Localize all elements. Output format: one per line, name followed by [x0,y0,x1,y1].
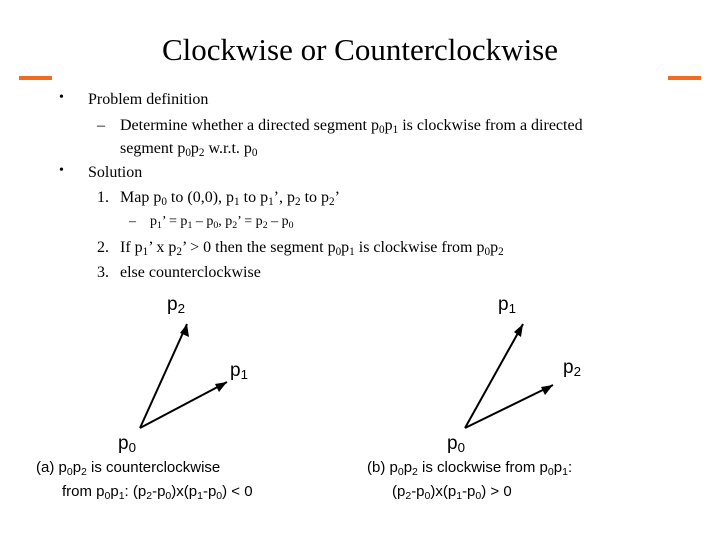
arrowhead-p1-b [514,324,523,337]
step-3-text: else counterclockwise [120,264,261,281]
diagram-a-caption-line-1: (a) $p_0p_2$ is counterclockwise [36,459,221,478]
diagram-b-caption-line-1: (b) $p_0p_2$ is clockwise from $p_0p_1$: [367,459,573,478]
slide-title: Clockwise or Counterclockwise [161,32,559,67]
diagram-a-label-p2: $p_2$ [167,294,185,316]
step-1-detail: $p_1$’ = $p_1 - p_0$, $p_2$’ = $p_2 - p_0$ [150,214,294,231]
vector-p0-p2-a [140,324,187,428]
diagram-b-label-p0: $p_0$ [447,433,465,455]
diagram-a-label-p0: $p_0$ [118,433,136,455]
diagram-b-vectors [465,324,553,428]
step-1-text: Map $p_0$ to (0,0), $p_1$ to $p_1$’, $p_2$ to $p_2$’ [120,189,340,208]
vector-p0-p1-a [140,382,227,428]
solution-heading: Solution [88,164,143,181]
problem-line-2: segment $p_0p_2$ w.r.t. $p_0$ [120,140,258,159]
step-1-number: 1. [97,189,109,206]
bullet-glyph: • [59,163,64,178]
diagram-b-label-p1: $p_1$ [498,294,516,316]
diagram-a-label-p1: $p_1$ [230,360,248,382]
dash-glyph: – [129,214,136,229]
diagram-a-caption-line-2: from $p_0p_1$: $(p_2-p_0)x(p_1-p_0) < 0$ [62,483,253,502]
problem-line-1: Determine whether a directed segment $p_0p_1$ is clockwise from a directed [120,117,583,136]
step-2-text: If $p_1$’ x $p_2$’ > 0 then the segment $p_0p_1$ is clockwise from $p_0p_2$ [120,239,504,258]
vector-p0-p2-b [465,385,553,428]
diagram-b-caption-line-2: $(p_2-p_0)x(p_1-p_0) > 0$ [392,483,512,502]
bullet-glyph: • [59,90,64,105]
dash-glyph: – [97,117,105,134]
diagram-b-label-p2: $p_2$ [563,357,581,379]
vector-p0-p1-b [465,324,523,428]
diagram-a-vectors [140,324,227,428]
step-2-number: 2. [97,239,109,256]
arrowhead-p1-a [215,382,227,392]
problem-heading: Problem definition [88,91,209,108]
arrowhead-p2-b [541,385,553,395]
step-3-number: 3. [97,264,109,281]
